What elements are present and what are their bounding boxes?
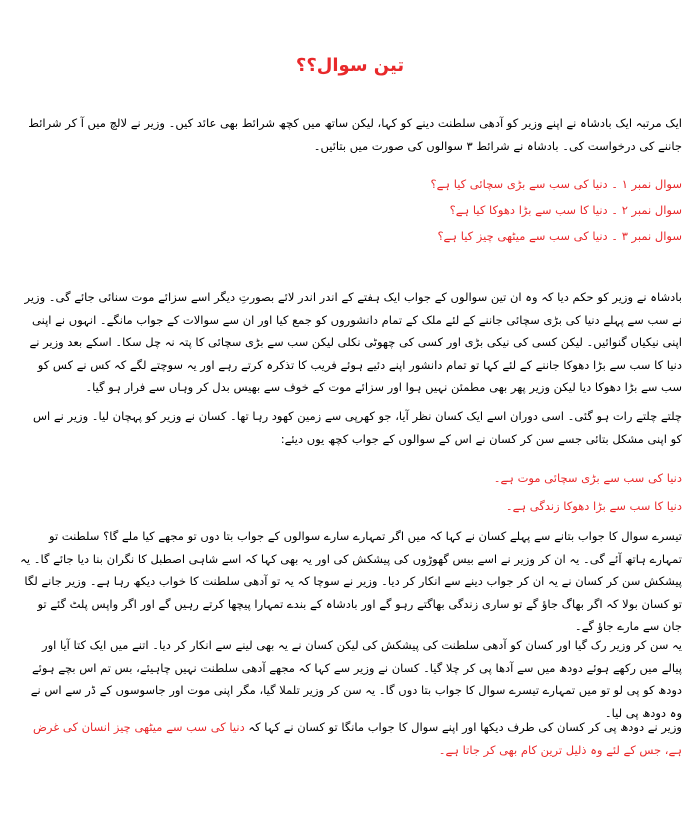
milk-paragraph: یہ سن کر وزیر رک گیا اور کسان کو آدھی سلطنت کی پیشکش کی لیکن کسان نے یہ بھی لینے سے انکار کر دیا۔ اتنے میں ایک کتا آیا اور پیالے میں رکھے ہوئے دودھ میں سے آدھا پی کر چلا گیا۔ کسان نے وزیر سے کہا کہ مجھے آدھی سلطنت نہیں چاہیئے، بس تم اس بچے ہوئے دودھ کو پی لو تو میں تمہارے تیسرے سوال کا جواب بتا دوں گا۔ یہ سن کر وزیر تلملا گیا، مگر اپنی موت اور جاسوسوں کے ڈر سے اس نے وہ دودھ پی لیا۔ [30, 638, 682, 720]
answer-1: دنیا کی سب سے بڑی سچائی موت ہے۔ [493, 471, 682, 485]
offer-paragraph: تیسرے سوال کا جواب بتانے سے پہلے کسان نے کہا کہ میں اگر تمہارے سارے سوالوں کے جواب بتا دوں تو مجھے کیا ملے گا؟ سلطنت تو تمہارے ہاتھ آئے گی۔ یہ ان کر وزیر نے اسے بیس گھوڑوں کی پیشکش کی اور یہ بھی کہا کہ اسے شاہی اصطبل کا نگران بنا دیا جائے گا۔ یہ پیشکش سن کر کسان نے یہ ان کر جواب دینے سے انکار کر دیا۔ وزیر نے سوچا کہ یہ تو آدھی سلطنت کا خواب دیکھ رہا ہے۔ وزیر جانے لگا تو کسان بولا کہ اگر بھاگ جاؤ گے تو ساری زندگی بھاگتے رہو گے اور بادشاہ کے بندے تمہارا پیچھا کرتے رہیں گے اور اگر واپس پلٹ گئے تو جان سے مارے جاؤ گے۔ [20, 529, 682, 633]
intro-paragraph: ایک مرتبہ ایک بادشاہ نے اپنے وزیر کو آدھی سلطنت دینے کو کہا، لیکن ساتھ میں کچھ شرائط بھی عائد کیں۔ وزیر نے لالچ میں آ کر شرائط جاننے کی درخواست کی۔ بادشاہ نے شرائط ۳ سوالوں کی صورت میں بتائیں۔ [28, 116, 682, 153]
question-1: سوال نمبر ۱ ۔ دنیا کی سب سے بڑی سچائی کیا ہے؟ [430, 177, 682, 191]
final-sentence-start: وزیر نے دودھ پی کر کسان کی طرف دیکھا اور اپنے سوال کا جواب مانگا تو کسان نے کہا کہ [248, 720, 682, 734]
question-2: سوال نمبر ۲ ۔ دنیا کا سب سے بڑا دھوکا کیا ہے؟ [449, 203, 682, 217]
final-paragraph [20, 716, 682, 761]
answer-2: دنیا کا سب سے بڑا دھوکا زندگی ہے۔ [505, 499, 682, 513]
search-paragraph: بادشاہ نے وزیر کو حکم دیا کہ وہ ان تین سوالوں کے جواب ایک ہفتے کے اندر اندر لائے بصورتِ دیگر اسے سزائے موت سنائی جائے گی۔ وزیر نے سب سے پہلے دنیا کی بڑی سچائی جاننے کے لئے ملک کے تمام دانشوروں کو جمع کیا اور ان سے سوالات کے جواب مانگے۔ انہوں نے اپنی اپنی نیکیاں گنوائیں۔ لیکن کسی کی نیکی بڑی اور کسی کی چھوٹی نکلی لیکن سب سے بڑی سچائی کا پتہ نہ چل سکا۔ اسکے بعد وزیر نے دنیا کا سب سے بڑا دھوکا جاننے کے لئے کہا تو تمام دانشور اپنے دئیے ہوئے فریب کا تذکرہ کرتے رہے اور یہ سوچتے لگے کہ کس نے کس کو سب سے بڑا دھوکا دیا لیکن وزیر پھر بھی مطمئن نہیں ہوا اور سزائے موت کے خوف سے بھیس بدل کر وہاں سے فرار ہو گیا۔ [24, 290, 682, 394]
farmer-paragraph: چلتے چلتے رات ہو گئی۔ اسی دوران اسے ایک کسان نظر آیا، جو کھرپی سے زمین کھود رہا تھا۔ کسان نے وزیر کو پہچان لیا۔ وزیر نے اس کو اپنی مشکل بتائی جسے سن کر کسان نے اس کے سوالوں کے جواب کچھ یوں دیئے: [33, 409, 682, 446]
question-3: سوال نمبر ۳ ۔ دنیا کی سب سے میٹھی چیز کیا ہے؟ [437, 229, 682, 243]
page-title: تین سوال؟؟ [295, 55, 405, 76]
final-answer: دنیا کی سب سے میٹھی چیز انسان کی غرض ہے، جس کے لئے وہ ذلیل ترین کام بھی کر جاتا ہے۔ [32, 720, 682, 757]
